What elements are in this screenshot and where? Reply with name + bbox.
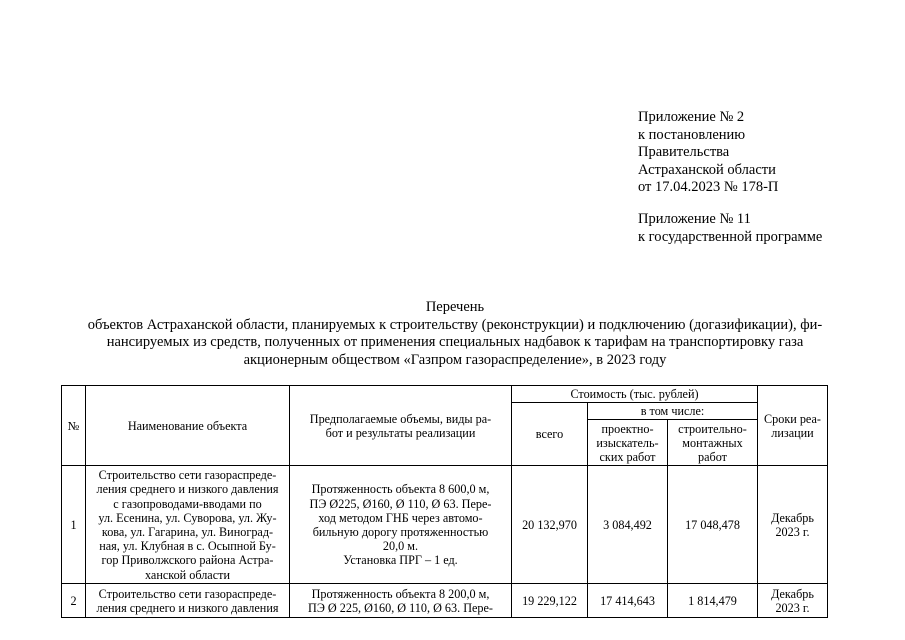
header-row <box>62 386 828 403</box>
title-line: Перечень <box>425 299 485 315</box>
row-name: Строительство сети газораспреде- ления среднего и низкого давления с газопроводами-вводами по ул. Есенина, ул. Суворова, ул. Жу- кова, ул. Гагарина, ул. Виноград- ная, ул. Клубная в с. Осыпной Бу- гор Приволжского района Астра- ханской области <box>86 466 290 584</box>
row-construction: 17 048,478 <box>668 466 758 584</box>
appendix-line: от 17.04.2023 № 178-П <box>638 179 779 195</box>
header-cost: Стоимость (тыс. рублей) <box>512 386 758 403</box>
appendix-line: Правительства <box>638 144 730 160</box>
row-number: 1 <box>62 466 86 584</box>
row-total: 19 229,122 <box>512 584 588 618</box>
header-design: проектно- изыскатель- ских работ <box>588 420 668 466</box>
table-row <box>62 466 828 584</box>
appendix-line: Астраханской области <box>638 161 776 178</box>
title-line: объектов Астраханской области, планируемых к строительству (реконструкции) и подключению (догазификации), фи- <box>87 316 823 333</box>
title-line: акционерным обществом «Газпром газораспределение», в 2023 году <box>243 351 667 368</box>
row-terms: Декабрь 2023 г. <box>758 466 828 584</box>
appendix-line: Приложение № 11 <box>638 211 751 227</box>
row-design: 17 414,643 <box>588 584 668 618</box>
row-construction: 1 814,479 <box>668 584 758 618</box>
header-number: № <box>62 386 86 466</box>
row-number: 2 <box>62 584 86 618</box>
header-construction: строительно- монтажных работ <box>668 420 758 466</box>
objects-table <box>61 385 828 618</box>
title-line: нансируемых из средств, полученных от применения специальных надбавок к тарифам на транспортировку газа <box>106 334 804 350</box>
appendix-line: Приложение № 2 <box>638 109 745 125</box>
header-volumes: Предполагаемые объемы, виды ра- бот и результаты реализации <box>290 386 512 466</box>
row-design: 3 084,492 <box>588 466 668 584</box>
header-total: всего <box>512 403 588 466</box>
header-including: в том числе: <box>588 403 758 420</box>
table-row <box>62 584 828 618</box>
appendix-line: к государственной программе <box>638 228 823 245</box>
header-terms: Сроки реа- лизации <box>758 386 828 466</box>
program-appendix-reference <box>638 211 822 246</box>
document-title <box>40 299 870 369</box>
row-volumes: Протяженность объекта 8 200,0 м, ПЭ Ø 225, Ø160, Ø 110, Ø 63. Пере- <box>290 584 512 618</box>
row-terms: Декабрь 2023 г. <box>758 584 828 618</box>
appendix-line: к постановлению <box>638 126 746 143</box>
appendix-reference <box>638 109 778 197</box>
row-name: Строительство сети газораспреде- ления среднего и низкого давления <box>86 584 290 618</box>
row-total: 20 132,970 <box>512 466 588 584</box>
header-name: Наименование объекта <box>86 386 290 466</box>
row-volumes: Протяженность объекта 8 600,0 м, ПЭ Ø225, Ø160, Ø 110, Ø 63. Пере- ход методом ГНБ через автомо- бильную дорогу протяженностью 20,0 м. Установка ПРГ – 1 ед. <box>290 466 512 584</box>
